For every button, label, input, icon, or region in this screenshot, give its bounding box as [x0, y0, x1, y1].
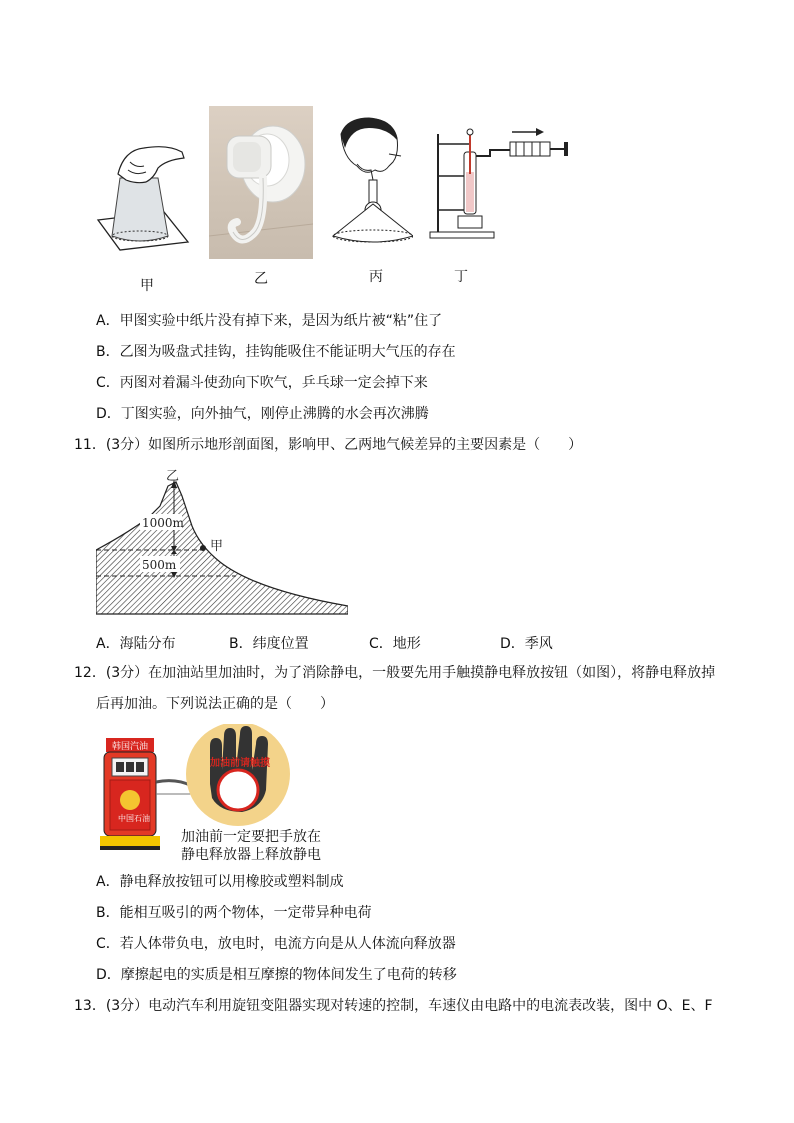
pump-sign-text: 韩国汽油 [112, 742, 149, 752]
figure-label-yi: 乙 [254, 271, 268, 287]
q11-stem: 11．(3分）如图所示地形剖面图，影响甲、乙两地气候差异的主要因素是（ ） [74, 437, 583, 453]
q11-option-b: B．纬度位置 [229, 636, 309, 652]
q12-option-a: A．静电释放按钮可以用橡胶或塑料制成 [96, 874, 344, 890]
q10-option-d: D．丁图实验，向外抽气，刚停止沸腾的水会再次沸腾 [96, 406, 429, 422]
q12-caption-line1: 加油前一定要把手放在 [181, 829, 321, 845]
terrain-cross-section [96, 466, 348, 616]
figure-jia [96, 138, 192, 253]
q12-option-b: B．能相互吸引的两个物体，一定带异种电荷 [96, 905, 372, 921]
q11-option-c: C．地形 [369, 636, 421, 652]
q12-option-c: C．若人体带负电，放电时，电流方向是从人体流向释放器 [96, 936, 456, 952]
figure-label-ding: 丁 [454, 269, 468, 285]
height-label-lower: 500m [142, 558, 177, 572]
figure-ding [428, 124, 573, 242]
syringe-boiling-apparatus [428, 124, 573, 242]
q10-option-b: B．乙图为吸盘式挂钩，挂钩能吸住不能证明大气压的存在 [96, 344, 456, 360]
button-ring-text: 加油前请触摸 [210, 758, 270, 769]
figure-yi [209, 106, 313, 259]
q12-option-d: D．摩擦起电的实质是相互摩擦的物体间发生了电荷的转移 [96, 967, 457, 983]
q11-option-d: D．季风 [500, 636, 553, 652]
q12-stem-line1: 12．(3分）在加油站里加油时，为了消除静电，一般要先用手触摸静电释放按钮（如图），将静电释放掉 [74, 665, 716, 681]
q12-stem-line2: 后再加油。下列说法正确的是（ ） [96, 696, 334, 712]
height-label-upper: 1000m [142, 516, 184, 530]
figure-label-bing: 丙 [369, 269, 383, 285]
q11-terrain-profile [96, 466, 348, 616]
point-label-jia: 甲 [210, 539, 224, 554]
figure-label-jia: 甲 [140, 278, 154, 294]
suction-hook-photo [209, 106, 313, 259]
q12-caption-line2: 静电释放器上释放静电 [181, 847, 321, 863]
figure-bing [327, 114, 413, 254]
peak-label-yi: 乙 [166, 469, 180, 484]
funnel-blowing-illustration [327, 114, 413, 254]
pump-logo-text: 中国石油 [118, 814, 150, 823]
q11-option-a: A．海陆分布 [96, 636, 176, 652]
q10-option-a: A．甲图实验中纸片没有掉下来，是因为纸片被“粘”住了 [96, 313, 443, 329]
inverted-cup-illustration [96, 138, 192, 253]
q10-option-c: C．丙图对着漏斗使劲向下吹气，乒乓球一定会掉下来 [96, 375, 428, 391]
q13-stem: 13．(3分）电动汽车利用旋钮变阻器实现对转速的控制，车速仪由电路中的电流表改装，图中 O、E、F [74, 998, 713, 1014]
